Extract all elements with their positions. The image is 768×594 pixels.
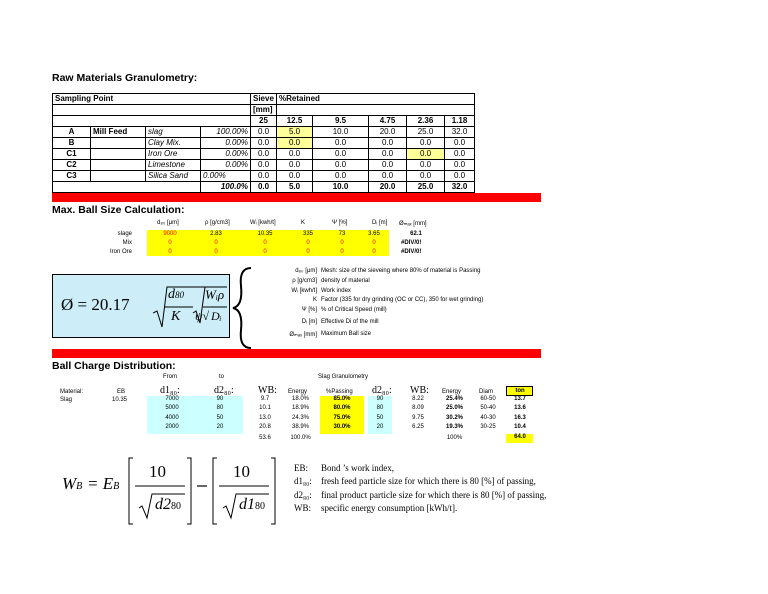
formula-eq: = EB bbox=[87, 474, 120, 493]
sieve-size: 2.36 bbox=[407, 116, 445, 127]
formula-psi: ψ√ bbox=[195, 309, 210, 323]
d2-label: d2₈₀: bbox=[214, 385, 234, 396]
eb-value[interactable]: 10.35 bbox=[112, 397, 128, 403]
formula-lhs: WB bbox=[62, 474, 83, 493]
formula-k: K bbox=[171, 309, 181, 324]
section-divider bbox=[52, 349, 541, 358]
diam-label: Diam bbox=[479, 389, 494, 395]
formula-d80: d80 bbox=[168, 287, 184, 302]
col-header-wi: Wᵢ [kwh/t] bbox=[250, 220, 276, 226]
sieve-size: 25 bbox=[251, 116, 277, 127]
ball-size-result: #DIV/0! bbox=[401, 249, 422, 255]
row-code: A bbox=[53, 127, 91, 138]
ton-label: ton bbox=[515, 388, 525, 394]
ball-size-formula bbox=[52, 274, 230, 338]
retained-header: %Retained bbox=[277, 94, 475, 105]
material-label: Material: bbox=[60, 389, 84, 395]
col-header-density: ρ [g/cm3] bbox=[205, 220, 230, 226]
energy-label: Energy bbox=[288, 389, 308, 395]
formula-d2: d280 bbox=[155, 496, 181, 513]
material-value: Slag bbox=[60, 397, 73, 403]
row-pct[interactable]: 0.00% bbox=[201, 171, 251, 182]
formula-lhs: Ø = 20.17 bbox=[61, 295, 130, 314]
row-code: C2 bbox=[53, 160, 91, 171]
sieve-size: 9.5 bbox=[313, 116, 369, 127]
row-pct[interactable]: 0.00% bbox=[201, 138, 251, 149]
row-name: slage bbox=[117, 231, 132, 237]
from-label: From bbox=[163, 374, 177, 380]
row-material: slag bbox=[146, 127, 201, 138]
formula-numerator: 10 bbox=[149, 462, 166, 481]
total-energy2: 100% bbox=[446, 435, 463, 441]
row-pct[interactable]: 0.00% bbox=[201, 149, 251, 160]
total-wb: 53.6 bbox=[259, 435, 271, 441]
row-material: Limestone bbox=[146, 160, 201, 171]
row-code: C3 bbox=[53, 171, 91, 182]
table-row: C3 Silica Sand 0.00% 0.0 0.0 0.0 0.0 0.0 0.0 bbox=[53, 171, 475, 182]
table-row: A Mill Feed slag 100.00% 0.0 5.0 10.0 20.0 25.0 32.0 bbox=[53, 127, 475, 138]
unit-header: [mm] bbox=[251, 105, 277, 116]
row-point: Mill Feed bbox=[91, 127, 146, 138]
energy2-label: Energy bbox=[442, 389, 462, 395]
col-header-psi: Ψ [%] bbox=[332, 220, 348, 226]
sieve-header: Sieve bbox=[251, 94, 277, 105]
row-code: C1 bbox=[53, 149, 91, 160]
ball-size-result: 62.1 bbox=[410, 231, 422, 237]
eb-label: EB bbox=[117, 389, 126, 395]
ball-size-result: #DIV/0! bbox=[401, 240, 422, 246]
total-pct: 100.0% bbox=[201, 182, 251, 193]
row-pct[interactable]: 100.00% bbox=[201, 127, 251, 138]
sieve-size: 12.5 bbox=[277, 116, 313, 127]
totals-row: 100.0% 0.0 5.0 10.0 20.0 25.0 32.0 bbox=[53, 182, 475, 193]
col-header-d80: d₈₀ [μm] bbox=[157, 220, 179, 226]
granulometry-title: Raw Materials Granulometry: bbox=[52, 72, 198, 84]
slag-granulometry-label: Slag Granulometry bbox=[318, 374, 369, 380]
col-header-k: K bbox=[301, 220, 306, 226]
row-material: Silica Sand bbox=[146, 171, 201, 182]
charge-title: Ball Charge Distribution: bbox=[52, 360, 176, 372]
section-divider bbox=[52, 193, 541, 202]
col-header-di: Dᵢ [m] bbox=[372, 220, 388, 226]
table-row: C1 Iron Ore 0.00% 0.0 0.0 0.0 0.0 0.0 0.0 bbox=[53, 149, 475, 160]
granulometry-table bbox=[52, 93, 475, 193]
formula-wi: Wᵢρ bbox=[205, 287, 225, 302]
wb2-label: WB: bbox=[410, 385, 429, 396]
total-ton: 64.0 bbox=[514, 434, 526, 440]
table-row: B Clay Mix. 0.00% 0.0 0.0 0.0 0.0 0.0 0.0 bbox=[53, 138, 475, 149]
table-row: C2 Limestone 0.00% 0.0 0.0 0.0 0.0 0.0 0.0 bbox=[53, 160, 475, 171]
sieve-size: 4.75 bbox=[369, 116, 407, 127]
row-name: Iron Ore bbox=[109, 249, 132, 255]
sieve-size: 1.18 bbox=[445, 116, 475, 127]
passing-label: %Passing bbox=[326, 389, 353, 395]
formula-di: Dᵢ bbox=[211, 309, 222, 323]
formula-d1: d180 bbox=[239, 496, 265, 513]
brace-icon bbox=[231, 266, 253, 350]
row-pct[interactable]: 0.00% bbox=[201, 160, 251, 171]
ballsize-title: Max. Ball Size Calculation: bbox=[52, 204, 185, 216]
sampling-point-header: Sampling Point bbox=[53, 94, 251, 105]
col-header-omax: Øₘₐₓ [mm] bbox=[399, 221, 427, 227]
formula-numerator: 10 bbox=[233, 462, 250, 481]
total-energy: 100.0% bbox=[290, 435, 311, 441]
d2b-label: d2₈₀: bbox=[372, 385, 392, 396]
d1-label: d1₈₀: bbox=[160, 385, 180, 396]
bond-formula bbox=[52, 452, 282, 532]
row-material: Iron Ore bbox=[146, 149, 201, 160]
to-label: to bbox=[219, 374, 225, 380]
row-name: Mix bbox=[122, 240, 132, 246]
wb-label: WB: bbox=[258, 385, 277, 396]
row-code: B bbox=[53, 138, 91, 149]
row-material: Clay Mix. bbox=[146, 138, 201, 149]
